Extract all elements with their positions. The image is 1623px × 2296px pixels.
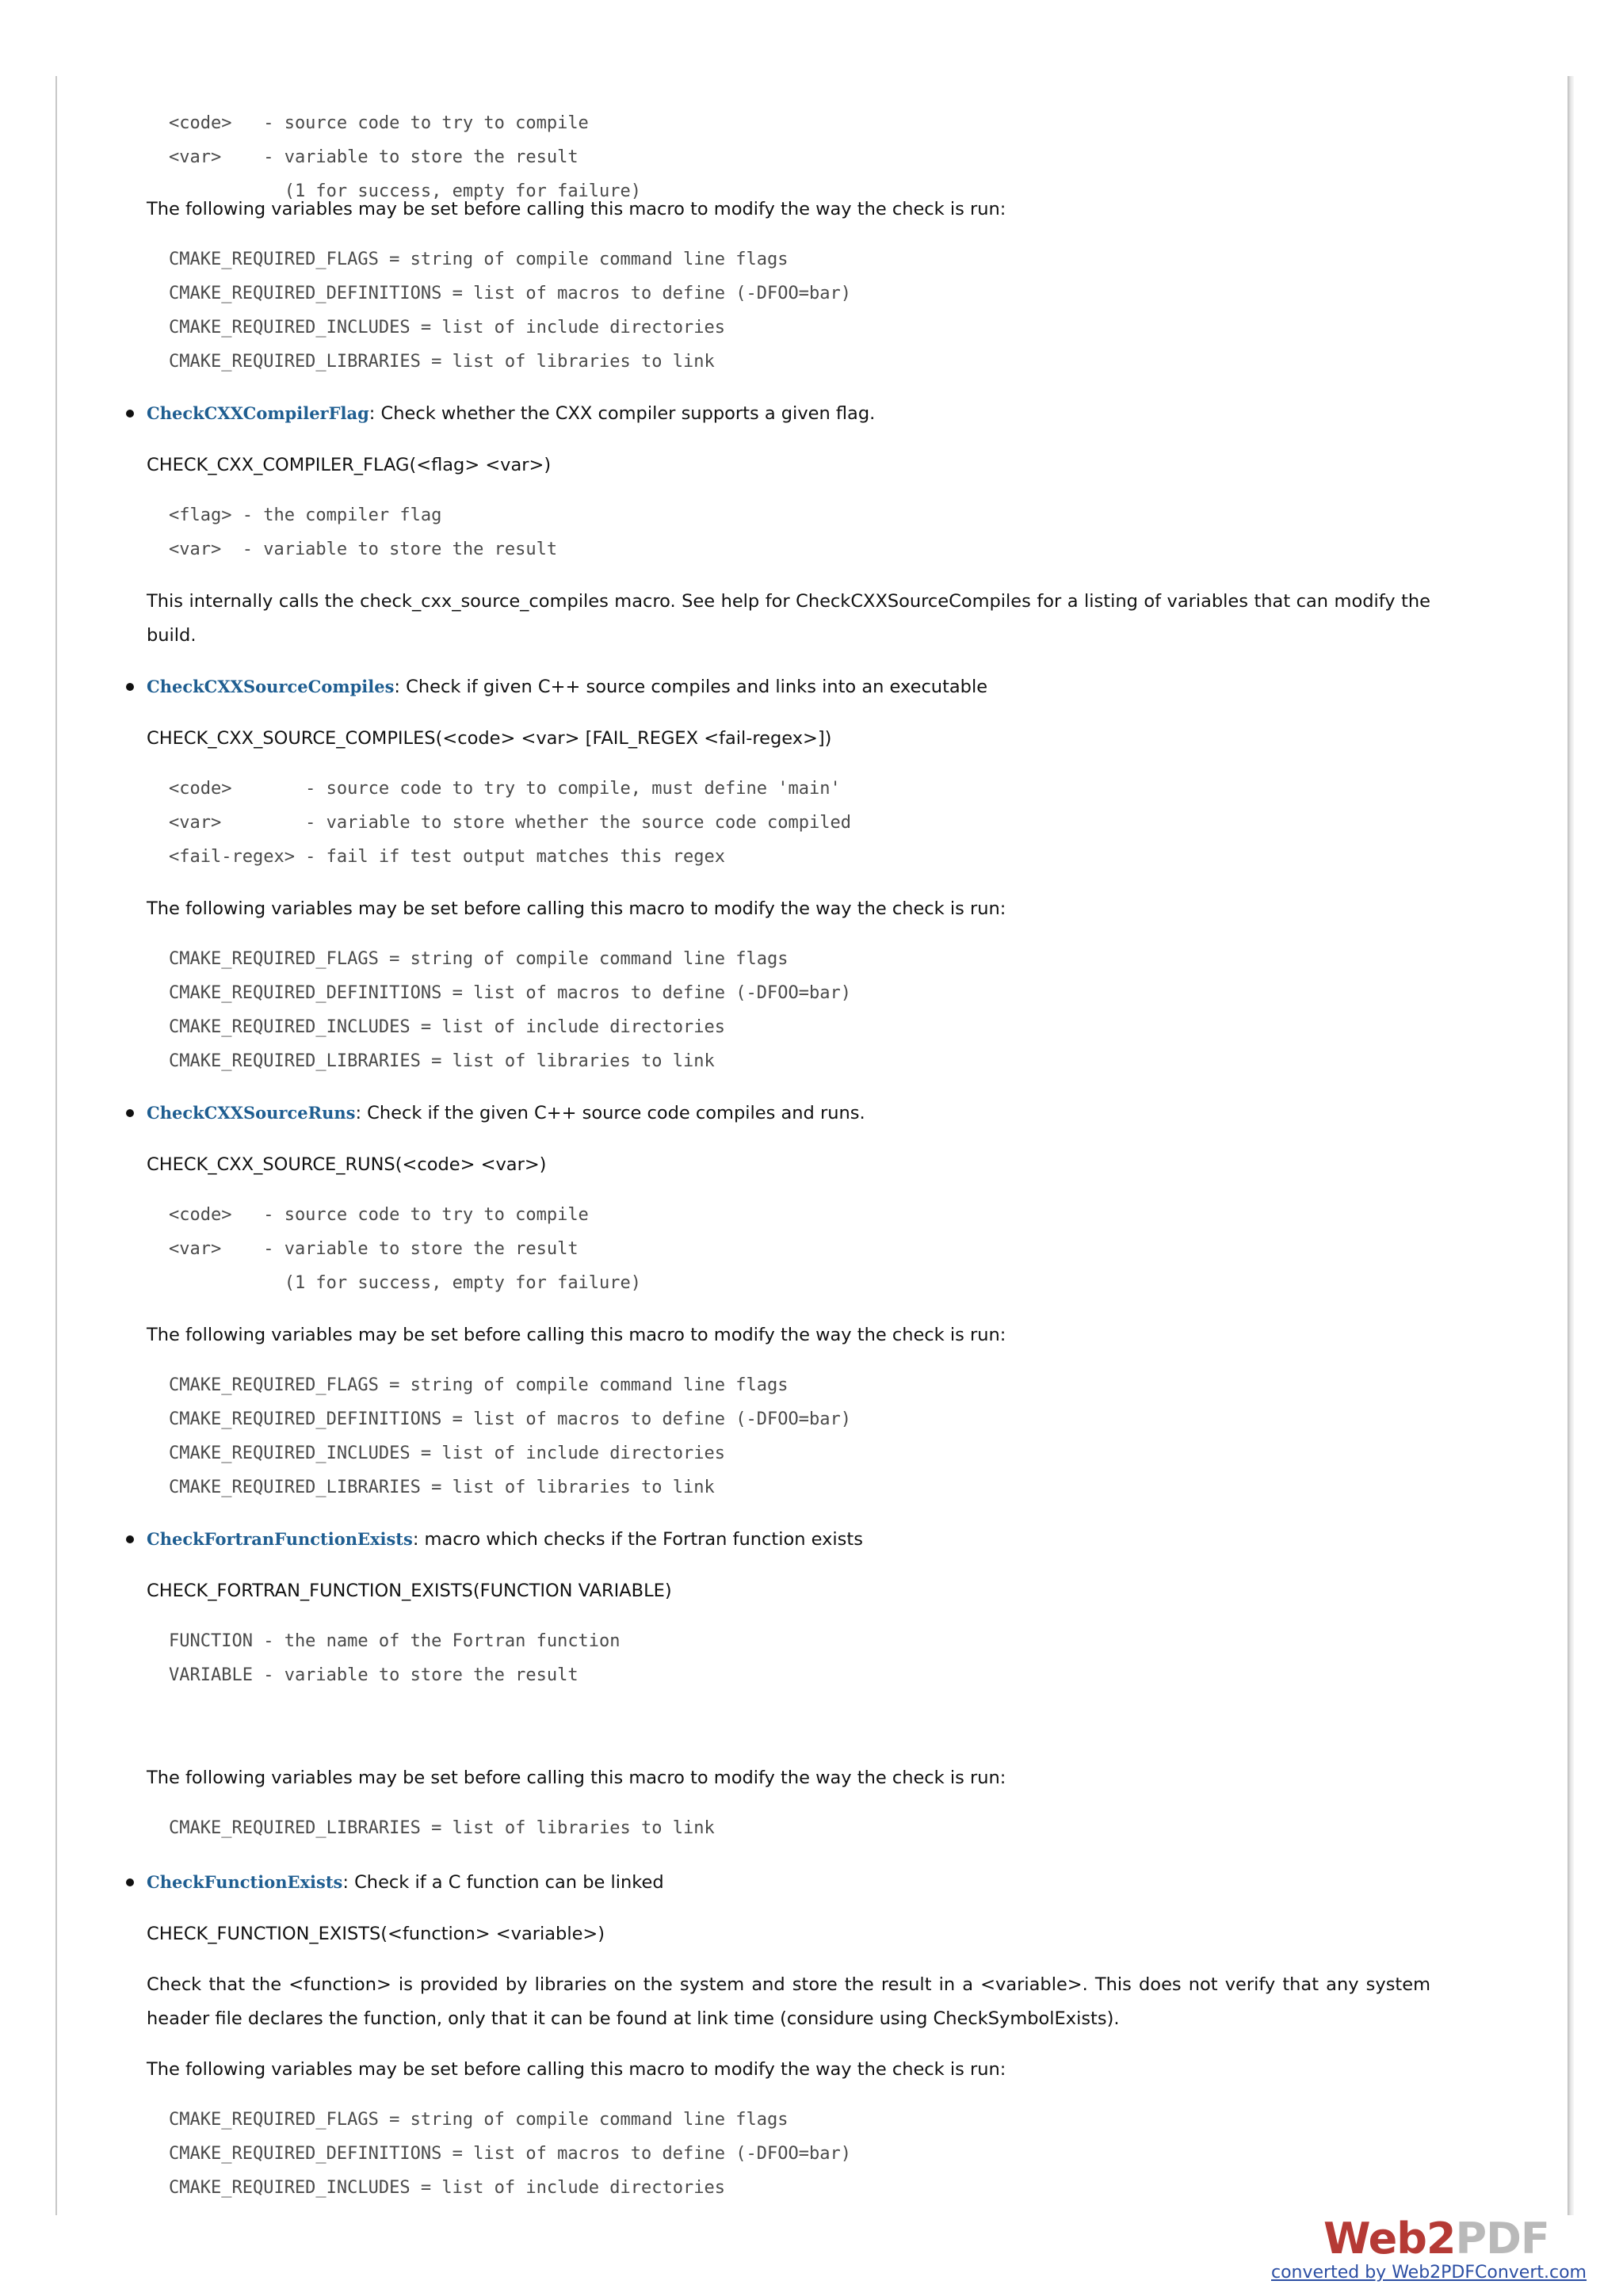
module-description: : Check whether the CXX compiler supports a given flag. (369, 403, 876, 424)
signature: CHECK_FORTRAN_FUNCTION_EXISTS(FUNCTION VARIABLE) (147, 1581, 672, 1601)
code-line: CMAKE_REQUIRED_DEFINITIONS = list of macros to define (-DFOO=bar) (169, 1409, 851, 1429)
code-line: CMAKE_REQUIRED_LIBRARIES = list of libraries to link (169, 1051, 715, 1071)
code-line: <var> - variable to store the result (169, 1239, 579, 1259)
list-item-heading (147, 1522, 863, 1557)
list-bullet (126, 1109, 134, 1117)
code-line: CMAKE_REQUIRED_FLAGS = string of compile command line flags (169, 2110, 789, 2130)
logo-web: Web (1323, 2214, 1426, 2264)
module-link[interactable]: CheckFunctionExists (147, 1872, 343, 1892)
logo-2: 2 (1426, 2214, 1456, 2264)
code-line: <code> - source code to try to compile (169, 113, 589, 133)
code-block (169, 498, 557, 566)
module-link[interactable]: CheckCXXSourceRuns (147, 1103, 356, 1123)
code-line: CMAKE_REQUIRED_INCLUDES = list of include directories (169, 1444, 725, 1463)
code-line: <var> - variable to store the result (169, 540, 558, 559)
logo-pdf: PDF (1455, 2214, 1549, 2264)
list-item-heading (147, 1096, 865, 1131)
code-line: FUNCTION - the name of the Fortran function (169, 1631, 621, 1651)
module-description: : Check if the given C++ source code compiles and runs. (355, 1103, 865, 1123)
list-item-heading (147, 396, 875, 431)
code-block (169, 942, 851, 1078)
signature: CHECK_FUNCTION_EXISTS(<function> <variable>) (147, 1924, 605, 1944)
paragraph: The following variables may be set before calling this macro to modify the way the check is run: (147, 199, 1006, 219)
list-bullet (126, 1535, 134, 1543)
paragraph: Check that the <function> is provided by libraries on the system and store the result in a <variable>. This does not verify that any system header file declares the function, only that it can be found at link time (considure using CheckSymbolExists). (147, 1974, 1430, 2029)
code-block (169, 772, 851, 874)
signature: CHECK_CXX_SOURCE_RUNS(<code> <var>) (147, 1154, 547, 1175)
code-line: CMAKE_REQUIRED_LIBRARIES = list of libraries to link (169, 1478, 715, 1497)
code-line: CMAKE_REQUIRED_FLAGS = string of compile command line flags (169, 1375, 789, 1395)
list-item-heading (147, 1865, 664, 1900)
code-block (169, 1811, 715, 1845)
code-block (169, 1198, 641, 1300)
code-line: CMAKE_REQUIRED_INCLUDES = list of include directories (169, 2178, 725, 2198)
signature: CHECK_CXX_SOURCE_COMPILES(<code> <var> [FAIL_REGEX <fail-regex>]) (147, 728, 832, 749)
code-line: CMAKE_REQUIRED_INCLUDES = list of include directories (169, 318, 725, 338)
module-link[interactable]: CheckCXXSourceCompiles (147, 677, 395, 696)
code-block (169, 72, 641, 208)
paragraph: The following variables may be set before calling this macro to modify the way the check is run: (147, 898, 1006, 919)
code-line: (1 for success, empty for failure) (169, 1273, 642, 1293)
code-line: CMAKE_REQUIRED_LIBRARIES = list of libraries to link (169, 352, 715, 372)
list-bullet (126, 410, 134, 418)
code-line: <code> - source code to try to compile, must define 'main' (169, 779, 841, 799)
code-block (169, 1624, 621, 1692)
paragraph: The following variables may be set before calling this macro to modify the way the check is run: (147, 2059, 1006, 2080)
code-line: VARIABLE - variable to store the result (169, 1665, 579, 1685)
code-line: CMAKE_REQUIRED_FLAGS = string of compile command line flags (169, 250, 789, 269)
module-description: : Check if given C++ source compiles and links into an executable (394, 677, 988, 697)
module-description: : macro which checks if the Fortran function exists (412, 1529, 863, 1550)
code-line: CMAKE_REQUIRED_DEFINITIONS = list of macros to define (-DFOO=bar) (169, 284, 851, 303)
module-description: : Check if a C function can be linked (342, 1872, 664, 1893)
module-link[interactable]: CheckFortranFunctionExists (147, 1529, 413, 1549)
page-border-right-shadow (1568, 76, 1574, 2215)
code-line: CMAKE_REQUIRED_DEFINITIONS = list of macros to define (-DFOO=bar) (169, 2144, 851, 2164)
paragraph: The following variables may be set before calling this macro to modify the way the check is run: (147, 1768, 1006, 1788)
paragraph: This internally calls the check_cxx_source_compiles macro. See help for CheckCXXSourceCompiles for a listing of variables that can modify the build. (147, 591, 1430, 646)
code-line: <flag> - the compiler flag (169, 505, 442, 525)
code-line: <var> - variable to store whether the source code compiled (169, 813, 851, 833)
signature: CHECK_CXX_COMPILER_FLAG(<flag> <var>) (147, 455, 552, 475)
list-item-heading (147, 669, 987, 704)
code-line: (1 for success, empty for failure) (169, 181, 642, 201)
code-block (169, 242, 851, 379)
paragraph: The following variables may be set before calling this macro to modify the way the check is run: (147, 1325, 1006, 1345)
code-line: CMAKE_REQUIRED_DEFINITIONS = list of macros to define (-DFOO=bar) (169, 983, 851, 1003)
code-line: CMAKE_REQUIRED_INCLUDES = list of include directories (169, 1017, 725, 1037)
list-bullet (126, 1878, 134, 1886)
document-content (57, 0, 1568, 2296)
code-line: <code> - source code to try to compile (169, 1205, 589, 1225)
code-line: CMAKE_REQUIRED_LIBRARIES = list of libraries to link (169, 1818, 715, 1838)
code-block (169, 2103, 851, 2205)
code-block (169, 1368, 851, 1505)
code-line: CMAKE_REQUIRED_FLAGS = string of compile command line flags (169, 949, 789, 969)
code-line: <fail-regex> - fail if test output matches this regex (169, 847, 725, 867)
converted-by-link[interactable]: converted by Web2PDFConvert.com (1271, 2263, 1587, 2283)
code-line: <var> - variable to store the result (169, 147, 579, 167)
list-bullet (126, 683, 134, 691)
web2pdf-logo (1323, 2214, 1549, 2264)
module-link[interactable]: CheckCXXCompilerFlag (147, 403, 369, 423)
